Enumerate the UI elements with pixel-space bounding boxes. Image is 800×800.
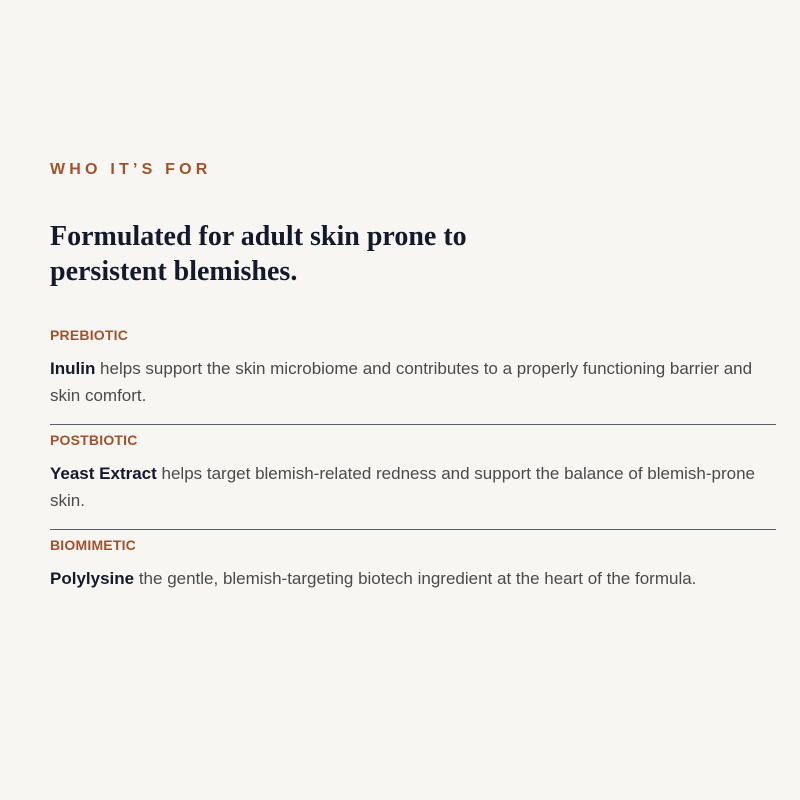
ingredient-description xyxy=(50,565,762,592)
ingredient-description xyxy=(50,460,762,514)
ingredient-item-biomimetic xyxy=(50,537,776,592)
ingredient-name: Polylysine xyxy=(50,569,135,588)
ingredient-benefit-text: helps support the skin microbiome and contributes to a properly functioning barrier and skin comfort. xyxy=(50,359,753,405)
ingredient-category-label: PREBIOTIC xyxy=(50,327,129,343)
section-headline: Formulated for adult skin prone to persistent blemishes. xyxy=(50,221,467,287)
section-eyebrow: WHO IT’S FOR xyxy=(50,161,212,178)
ingredient-name: Inulin xyxy=(50,359,96,378)
ingredient-item-prebiotic xyxy=(50,327,776,409)
ingredient-name: Yeast Extract xyxy=(50,464,157,483)
ingredient-item-postbiotic xyxy=(50,432,776,514)
ingredient-description xyxy=(50,355,762,409)
divider xyxy=(50,529,776,530)
ingredient-benefit-text: the gentle, blemish-targeting biotech ingredient at the heart of the formula. xyxy=(134,569,697,588)
ingredient-benefit-text: helps target blemish-related redness and support the balance of blemish-prone skin. xyxy=(50,464,755,510)
divider xyxy=(50,424,776,425)
ingredient-category-label: BIOMIMETIC xyxy=(50,537,136,553)
ingredient-category-label: POSTBIOTIC xyxy=(50,432,138,448)
